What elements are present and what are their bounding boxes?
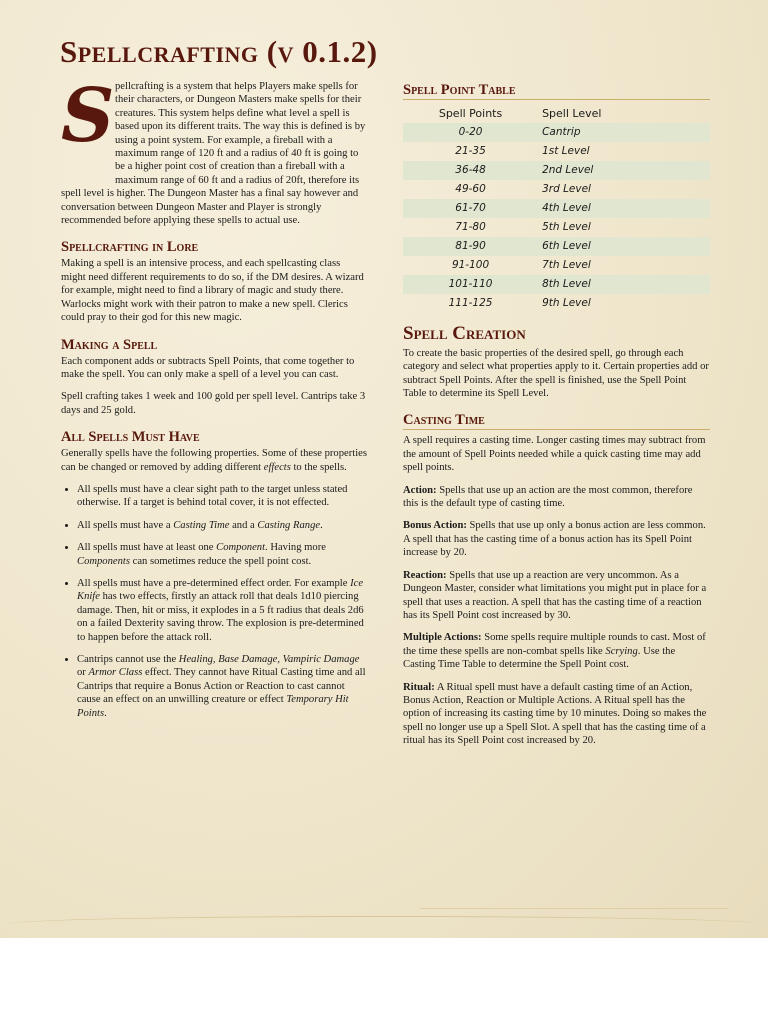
- spell-points-cell: 49-60: [455, 183, 486, 196]
- footer-rule: [420, 908, 728, 909]
- bonus-action-entry: Bonus Action: Spells that use up only a bonus action are less common. A spell that has the casting time of a bonus action has its Spell Point increase by 20.: [403, 520, 706, 559]
- spell-level-cell: 2nd Level: [538, 161, 710, 180]
- list-item: • All spells must have a clear sight path to the target unless stated otherwise. If a target is behind total cover, it is not effected.: [77, 483, 367, 510]
- lore-text: Making a spell is an intensive process, and each spellcasting class might need different requirements to do so, if the DM desires. A wizard for example, might need to find a library of magic and study there. Warlocks might work with their patron to make a new spell. Clerics could pray to their god for this new magic.: [61, 258, 364, 324]
- spell-level-cell: 5th Level: [542, 221, 591, 234]
- list-item: • All spells must have a Casting Time and a Casting Range.: [77, 519, 367, 532]
- ritual-entry: Ritual: A Ritual spell must have a default casting time of an Action, Bonus Action, Reaction or Multiple Actions. A Ritual spell has the option of increasing its casting time by 10 minutes. Doing so makes the spell no longer use up a Spell Slot. A spell that has the casting time of a ritual has its Spell Point cost increased by 20.: [403, 681, 707, 747]
- footer-border: [10, 916, 758, 927]
- table-header-level: Spell Level: [542, 107, 602, 120]
- spell-points-cell: 61-70: [403, 199, 538, 218]
- spell-points-cell: 36-48: [403, 161, 538, 180]
- must-list: [61, 483, 367, 720]
- must-heading: All Spells Must Have: [61, 429, 200, 446]
- table-row: [403, 275, 710, 294]
- list-item: • All spells must have at least one Component. Having more Components can sometimes reduce the spell point cost.: [77, 541, 367, 568]
- page-title: Spellcrafting (v 0.1.2): [60, 34, 378, 69]
- making-heading: Making a Spell: [61, 336, 158, 353]
- multiple-actions-entry: Multiple Actions: Some spells require multiple rounds to cast. Most of the time these spells are non-combat spells like Scrying. Use the Casting Time Table to determine the Spell Point cost.: [403, 632, 706, 671]
- table-row: [403, 199, 710, 218]
- spell-level-cell: 4th Level: [538, 199, 710, 218]
- spell-level-cell: Cantrip: [538, 123, 710, 142]
- making-text-1: Each component adds or subtracts Spell Points, that come together to make the spell. You can only make a spell of a level you can cast.: [61, 355, 355, 380]
- casting-heading: Casting Time: [403, 412, 710, 430]
- table-row: [403, 161, 710, 180]
- drop-cap: S: [61, 73, 115, 159]
- making-text-2: Spell crafting takes 1 week and 100 gold per spell level. Cantrips take 3 days and 25 gold.: [61, 391, 366, 416]
- table-row: [403, 294, 710, 313]
- spell-level-cell: 8th Level: [538, 275, 710, 294]
- table-row: [403, 123, 710, 142]
- lore-heading: Spellcrafting in Lore: [61, 239, 199, 256]
- action-entry: Action: Spells that use up an action are the most common, therefore this is the default type of casting time.: [403, 484, 693, 510]
- creation-heading: Spell Creation: [403, 323, 526, 345]
- intro-paragraph: [61, 73, 367, 227]
- intro-text: pellcrafting is a system that helps Players make spells for their characters, or Dungeon Masters make spells for their creatures. This system helps define what level a spell is based upon its different traits. The way this is defined is by using a point system. For example, a fireball with a maximum range of 120 ft and a radius of 40 ft is going to be a higher point cost of creation than a fireball with a maximum range of 60 ft and a radius of 20ft, therefore its spell level is higher. The Dungeon Master has a final say however and conversation between Dungeon Master and Player is strongly recommended before applying these spells to actual use.: [61, 81, 366, 227]
- table-row: [403, 180, 710, 199]
- must-intro: Generally spells have the following properties. Some of these properties can be changed or removed by adding different effects to the spells.: [61, 448, 367, 473]
- spell-points-cell: 71-80: [455, 221, 486, 234]
- spell-level-cell: 3rd Level: [542, 183, 591, 196]
- spell-points-cell: 21-35: [455, 145, 486, 158]
- list-item: • All spells must have a pre-determined effect order. For example Ice Knife has two effects, firstly an attack roll that deals 1d10 piercing damage. Then, hit or miss, it explodes in a 5 ft radius that deals 2d6 on a failed Dexterity saving throw. The explosion is pre-determined to happen before the attack roll.: [77, 577, 367, 644]
- spell-level-cell: 7th Level: [542, 259, 591, 272]
- reaction-entry: Reaction: Spells that use up a reaction are very uncommon. As a Dungeon Master, consider what limitations you might put in place for a spell that uses a reaction. A spell that has the casting time of a reaction has its Spell Point cost increased by 30.: [403, 569, 707, 621]
- table-heading: Spell Point Table: [403, 82, 710, 100]
- spell-points-cell: 91-100: [451, 259, 490, 272]
- spell-level-cell: 6th Level: [538, 237, 710, 256]
- table-header-points: Spell Points: [438, 107, 503, 120]
- spell-points-cell: 81-90: [403, 237, 538, 256]
- table-row: [403, 142, 710, 161]
- spell-points-cell: 101-110: [403, 275, 538, 294]
- right-column: [403, 82, 710, 757]
- list-item: • Cantrips cannot use the Healing, Base Damage, Vampiric Damage or Armor Class effect. They cannot have Ritual Casting time and all Cantrips that require a Bonus Action or Reaction to cast cannot cause an effect on an unwilling creature or effect Temporary Hit Points.: [77, 653, 367, 720]
- spell-level-cell: 9th Level: [542, 297, 591, 310]
- table-row: [403, 237, 710, 256]
- spell-point-table: [403, 104, 710, 313]
- table-row: [403, 218, 710, 237]
- spell-points-cell: 111-125: [448, 297, 493, 310]
- left-column: [61, 73, 367, 729]
- casting-intro: A spell requires a casting time. Longer casting times may subtract from the amount of Spell Points needed while a quick casting time may add spell points.: [403, 435, 706, 474]
- creation-text: To create the basic properties of the desired spell, go through each category and select what properties apply to it. Certain properties add or subtract Spell Points. After the spell is finished, use the Spell Point Table to determine its Spell Level.: [403, 347, 709, 400]
- table-row: [403, 256, 710, 275]
- spell-points-cell: 0-20: [403, 123, 538, 142]
- spell-level-cell: 1st Level: [542, 145, 590, 158]
